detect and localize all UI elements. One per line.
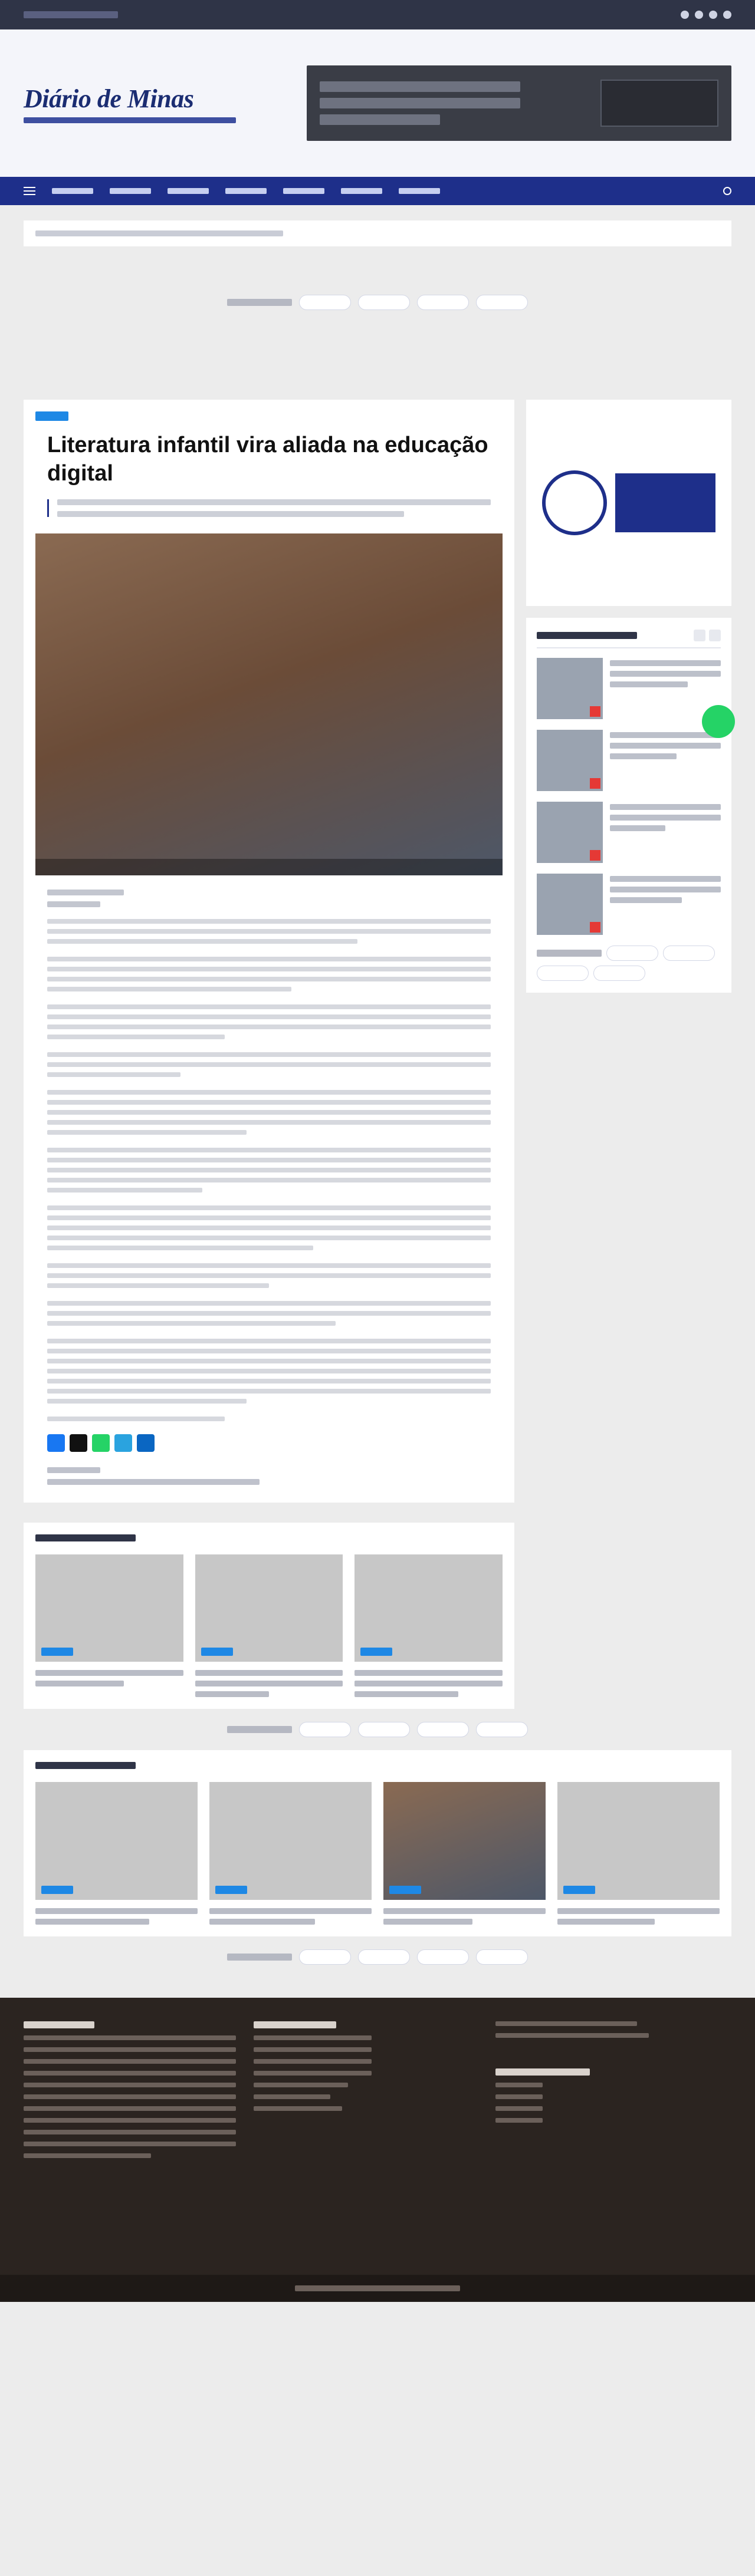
category-badge[interactable] <box>360 1648 392 1656</box>
article-paragraph <box>47 1004 491 1039</box>
whatsapp-icon[interactable] <box>92 1434 110 1452</box>
previous-post[interactable] <box>47 1467 491 1485</box>
youtube-icon[interactable] <box>723 11 731 19</box>
trending-item[interactable] <box>537 730 721 791</box>
trending-thumbnail <box>537 874 603 935</box>
post-card[interactable] <box>209 1782 372 1925</box>
article-paragraph <box>47 1301 491 1326</box>
discover-chip[interactable] <box>606 946 658 961</box>
discover-chip[interactable] <box>417 295 469 310</box>
discover-strip <box>0 1709 755 1750</box>
copyright-bar <box>0 2275 755 2302</box>
discover-chip[interactable] <box>299 1722 351 1737</box>
article-lead <box>47 499 491 517</box>
related-card[interactable] <box>195 1554 343 1697</box>
footer-contacts <box>254 2021 478 2251</box>
site-logo[interactable] <box>24 84 248 123</box>
current-date <box>24 11 118 18</box>
article-hero-image <box>35 533 503 875</box>
card-thumbnail <box>35 1782 198 1900</box>
site-footer <box>0 1998 755 2275</box>
discover-strip <box>0 282 755 323</box>
sidebar-ad[interactable] <box>526 400 731 606</box>
article-paragraph <box>47 1205 491 1250</box>
article-paragraph <box>47 919 491 944</box>
trending-news <box>526 618 731 993</box>
trending-thumbnail <box>537 730 603 791</box>
trending-rank <box>590 706 600 717</box>
logo-tagline <box>24 117 236 123</box>
discover-chip[interactable] <box>299 1949 351 1965</box>
trending-thumbnail <box>537 658 603 719</box>
post-card[interactable] <box>383 1782 546 1925</box>
discover-chip[interactable] <box>593 966 645 981</box>
discover-label <box>227 1954 292 1961</box>
breadcrumb <box>24 220 731 246</box>
chevron-up-icon[interactable] <box>709 630 721 641</box>
discover-chip[interactable] <box>358 295 410 310</box>
category-badge[interactable] <box>563 1886 595 1894</box>
article <box>24 400 514 1503</box>
article-paragraph <box>47 1263 491 1288</box>
share-buttons <box>47 1434 491 1452</box>
discover-chip[interactable] <box>663 946 715 961</box>
discover-strip <box>537 946 721 981</box>
discover-chip[interactable] <box>417 1949 469 1965</box>
discover-chip[interactable] <box>537 966 589 981</box>
trending-thumbnail <box>537 802 603 863</box>
article-paragraph <box>47 1148 491 1193</box>
chevron-down-icon[interactable] <box>694 630 705 641</box>
main-nav <box>0 177 755 205</box>
menu-icon[interactable] <box>24 187 35 195</box>
card-thumbnail <box>557 1782 720 1900</box>
article-paragraph <box>47 1339 491 1404</box>
trending-rank <box>590 778 600 789</box>
top-bar <box>0 0 755 29</box>
main-content <box>0 400 755 1503</box>
discover-chip[interactable] <box>358 1949 410 1965</box>
trending-rank <box>590 850 600 861</box>
article-paragraph <box>47 957 491 991</box>
article-paragraph <box>47 1417 491 1421</box>
related-articles <box>24 1523 514 1709</box>
article-meta <box>47 890 491 907</box>
social-links <box>681 11 731 19</box>
article-title: Literatura infantil vira aliada na educação digital <box>47 433 488 486</box>
trending-item[interactable] <box>537 874 721 935</box>
category-badge[interactable] <box>215 1886 247 1894</box>
banner-image <box>600 80 718 127</box>
discover-label <box>537 950 602 957</box>
discover-chip[interactable] <box>476 1949 528 1965</box>
discover-chip[interactable] <box>358 1722 410 1737</box>
footer-social <box>495 2021 672 2251</box>
article-paragraph <box>47 1052 491 1077</box>
discover-label <box>227 299 292 306</box>
sidebar <box>526 400 731 1503</box>
discover-chip[interactable] <box>417 1722 469 1737</box>
card-thumbnail <box>35 1554 183 1662</box>
nav-item[interactable] <box>168 188 209 194</box>
nav-item[interactable] <box>399 188 440 194</box>
banner-text-block <box>320 81 520 125</box>
discover-strip <box>0 1936 755 1978</box>
section-heading <box>35 1762 136 1769</box>
discover-chip[interactable] <box>476 1722 528 1737</box>
nav-item[interactable] <box>52 188 93 194</box>
category-badge[interactable] <box>201 1648 233 1656</box>
card-thumbnail <box>383 1782 546 1900</box>
category-badge[interactable] <box>41 1648 73 1656</box>
card-thumbnail <box>354 1554 503 1662</box>
category-badge[interactable] <box>35 411 68 421</box>
facebook-icon[interactable] <box>47 1434 65 1452</box>
card-thumbnail <box>195 1554 343 1662</box>
search-icon[interactable] <box>723 187 731 195</box>
whatsapp-icon[interactable] <box>702 705 735 738</box>
footer-credibility <box>24 2021 236 2251</box>
trending-rank <box>590 922 600 933</box>
site-header <box>0 29 755 177</box>
logo-title: Diário de Minas <box>24 84 194 113</box>
card-thumbnail <box>209 1782 372 1900</box>
post-card[interactable] <box>557 1782 720 1925</box>
ad-label <box>615 473 715 532</box>
breadcrumb-trail <box>35 230 283 236</box>
instagram-icon[interactable] <box>709 11 717 19</box>
x-icon[interactable] <box>695 11 703 19</box>
header-banner-ad[interactable] <box>307 65 731 141</box>
nav-item[interactable] <box>341 188 382 194</box>
nav-item[interactable] <box>225 188 267 194</box>
x-icon[interactable] <box>70 1434 87 1452</box>
share-icon[interactable] <box>137 1434 155 1452</box>
facebook-icon[interactable] <box>681 11 689 19</box>
discover-chip[interactable] <box>476 295 528 310</box>
megaphone-icon <box>542 470 607 535</box>
related-card[interactable] <box>35 1554 183 1697</box>
section-heading <box>35 1534 136 1541</box>
trending-item[interactable] <box>537 802 721 863</box>
category-badge[interactable] <box>41 1886 73 1894</box>
article-paragraph <box>47 1090 491 1135</box>
telegram-icon[interactable] <box>114 1434 132 1452</box>
discover-label <box>227 1726 292 1733</box>
category-badge[interactable] <box>389 1886 421 1894</box>
post-card[interactable] <box>35 1782 198 1925</box>
image-caption <box>35 859 503 875</box>
related-card[interactable] <box>354 1554 503 1697</box>
trending-item[interactable] <box>537 658 721 719</box>
nav-item[interactable] <box>110 188 151 194</box>
nav-item[interactable] <box>283 188 324 194</box>
you-may-have-missed <box>24 1750 731 1936</box>
trending-heading <box>537 632 637 639</box>
discover-chip[interactable] <box>299 295 351 310</box>
